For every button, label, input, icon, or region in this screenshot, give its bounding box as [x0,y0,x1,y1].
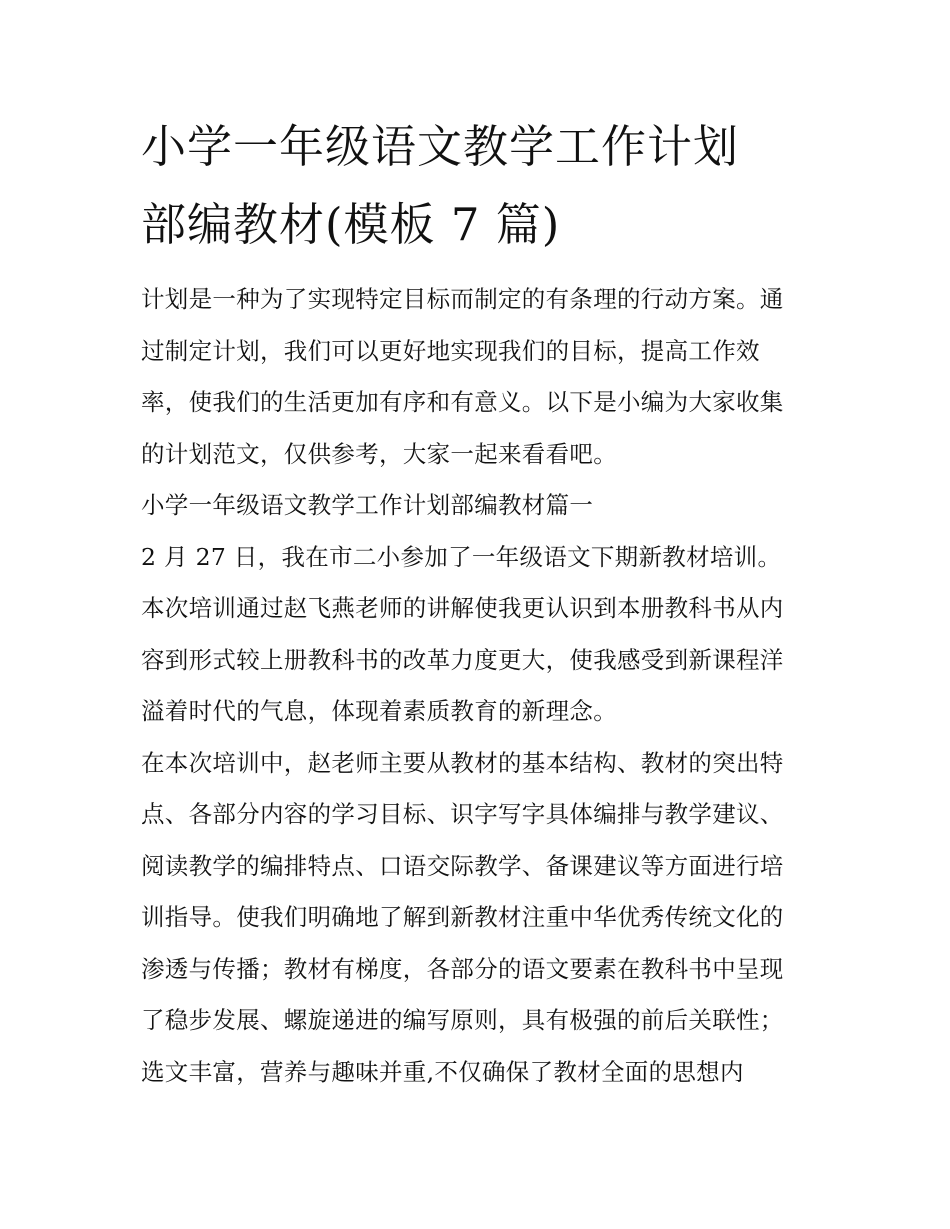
document-content [141,108,817,1098]
body-line: 了稳步发展、螺旋递进的编写原则，具有极强的前后关联性； [141,1006,784,1034]
body-line: 率，使我们的生活更加有序和有意义。以下是小编为大家收集 [141,388,784,416]
section-heading: 小学一年级语文教学工作计划部编教材篇一 [141,491,594,519]
body-line: 渗透与传播；教材有梯度，各部分的语文要素在教科书中呈现 [141,954,784,983]
body-line: 2 月 27 日，我在市二小参加了一年级语文下期新教材培训。 [141,542,782,571]
body-line: 溢着时代的气息，体现着素质教育的新理念。 [141,697,617,725]
body-line: 过制定计划，我们可以更好地实现我们的目标，提高工作效 [141,336,760,365]
body-line: 训指导。使我们明确地了解到新教材注重中华优秀传统文化的 [141,903,784,931]
document-title-line-1: 小学一年级语文教学工作计划 [141,120,740,173]
document-body [141,274,817,1098]
body-line: 点、各部分内容的学习目标、识字写字具体编排与教学建议、 [141,800,784,828]
body-line: 本次培训通过赵飞燕老师的讲解使我更认识到本册教科书从内 [141,594,784,622]
body-line: 容到形式较上册教科书的改革力度更大，使我感受到新课程洋 [141,645,784,674]
body-line: 计划是一种为了实现特定目标而制定的有条理的行动方案。通 [141,285,784,313]
body-line: 选文丰富，营养与趣味并重,不仅确保了教材全面的思想内 [141,1057,744,1086]
body-line: 的计划范文，仅供参考，大家一起来看看吧。 [141,439,617,468]
body-line: 阅读教学的编排特点、口语交际教学、备课建议等方面进行培 [141,851,784,880]
document-title-line-2: 部编教材(模板 7 篇) [141,198,561,251]
body-line: 在本次培训中，赵老师主要从教材的基本结构、教材的突出特 [141,748,784,777]
